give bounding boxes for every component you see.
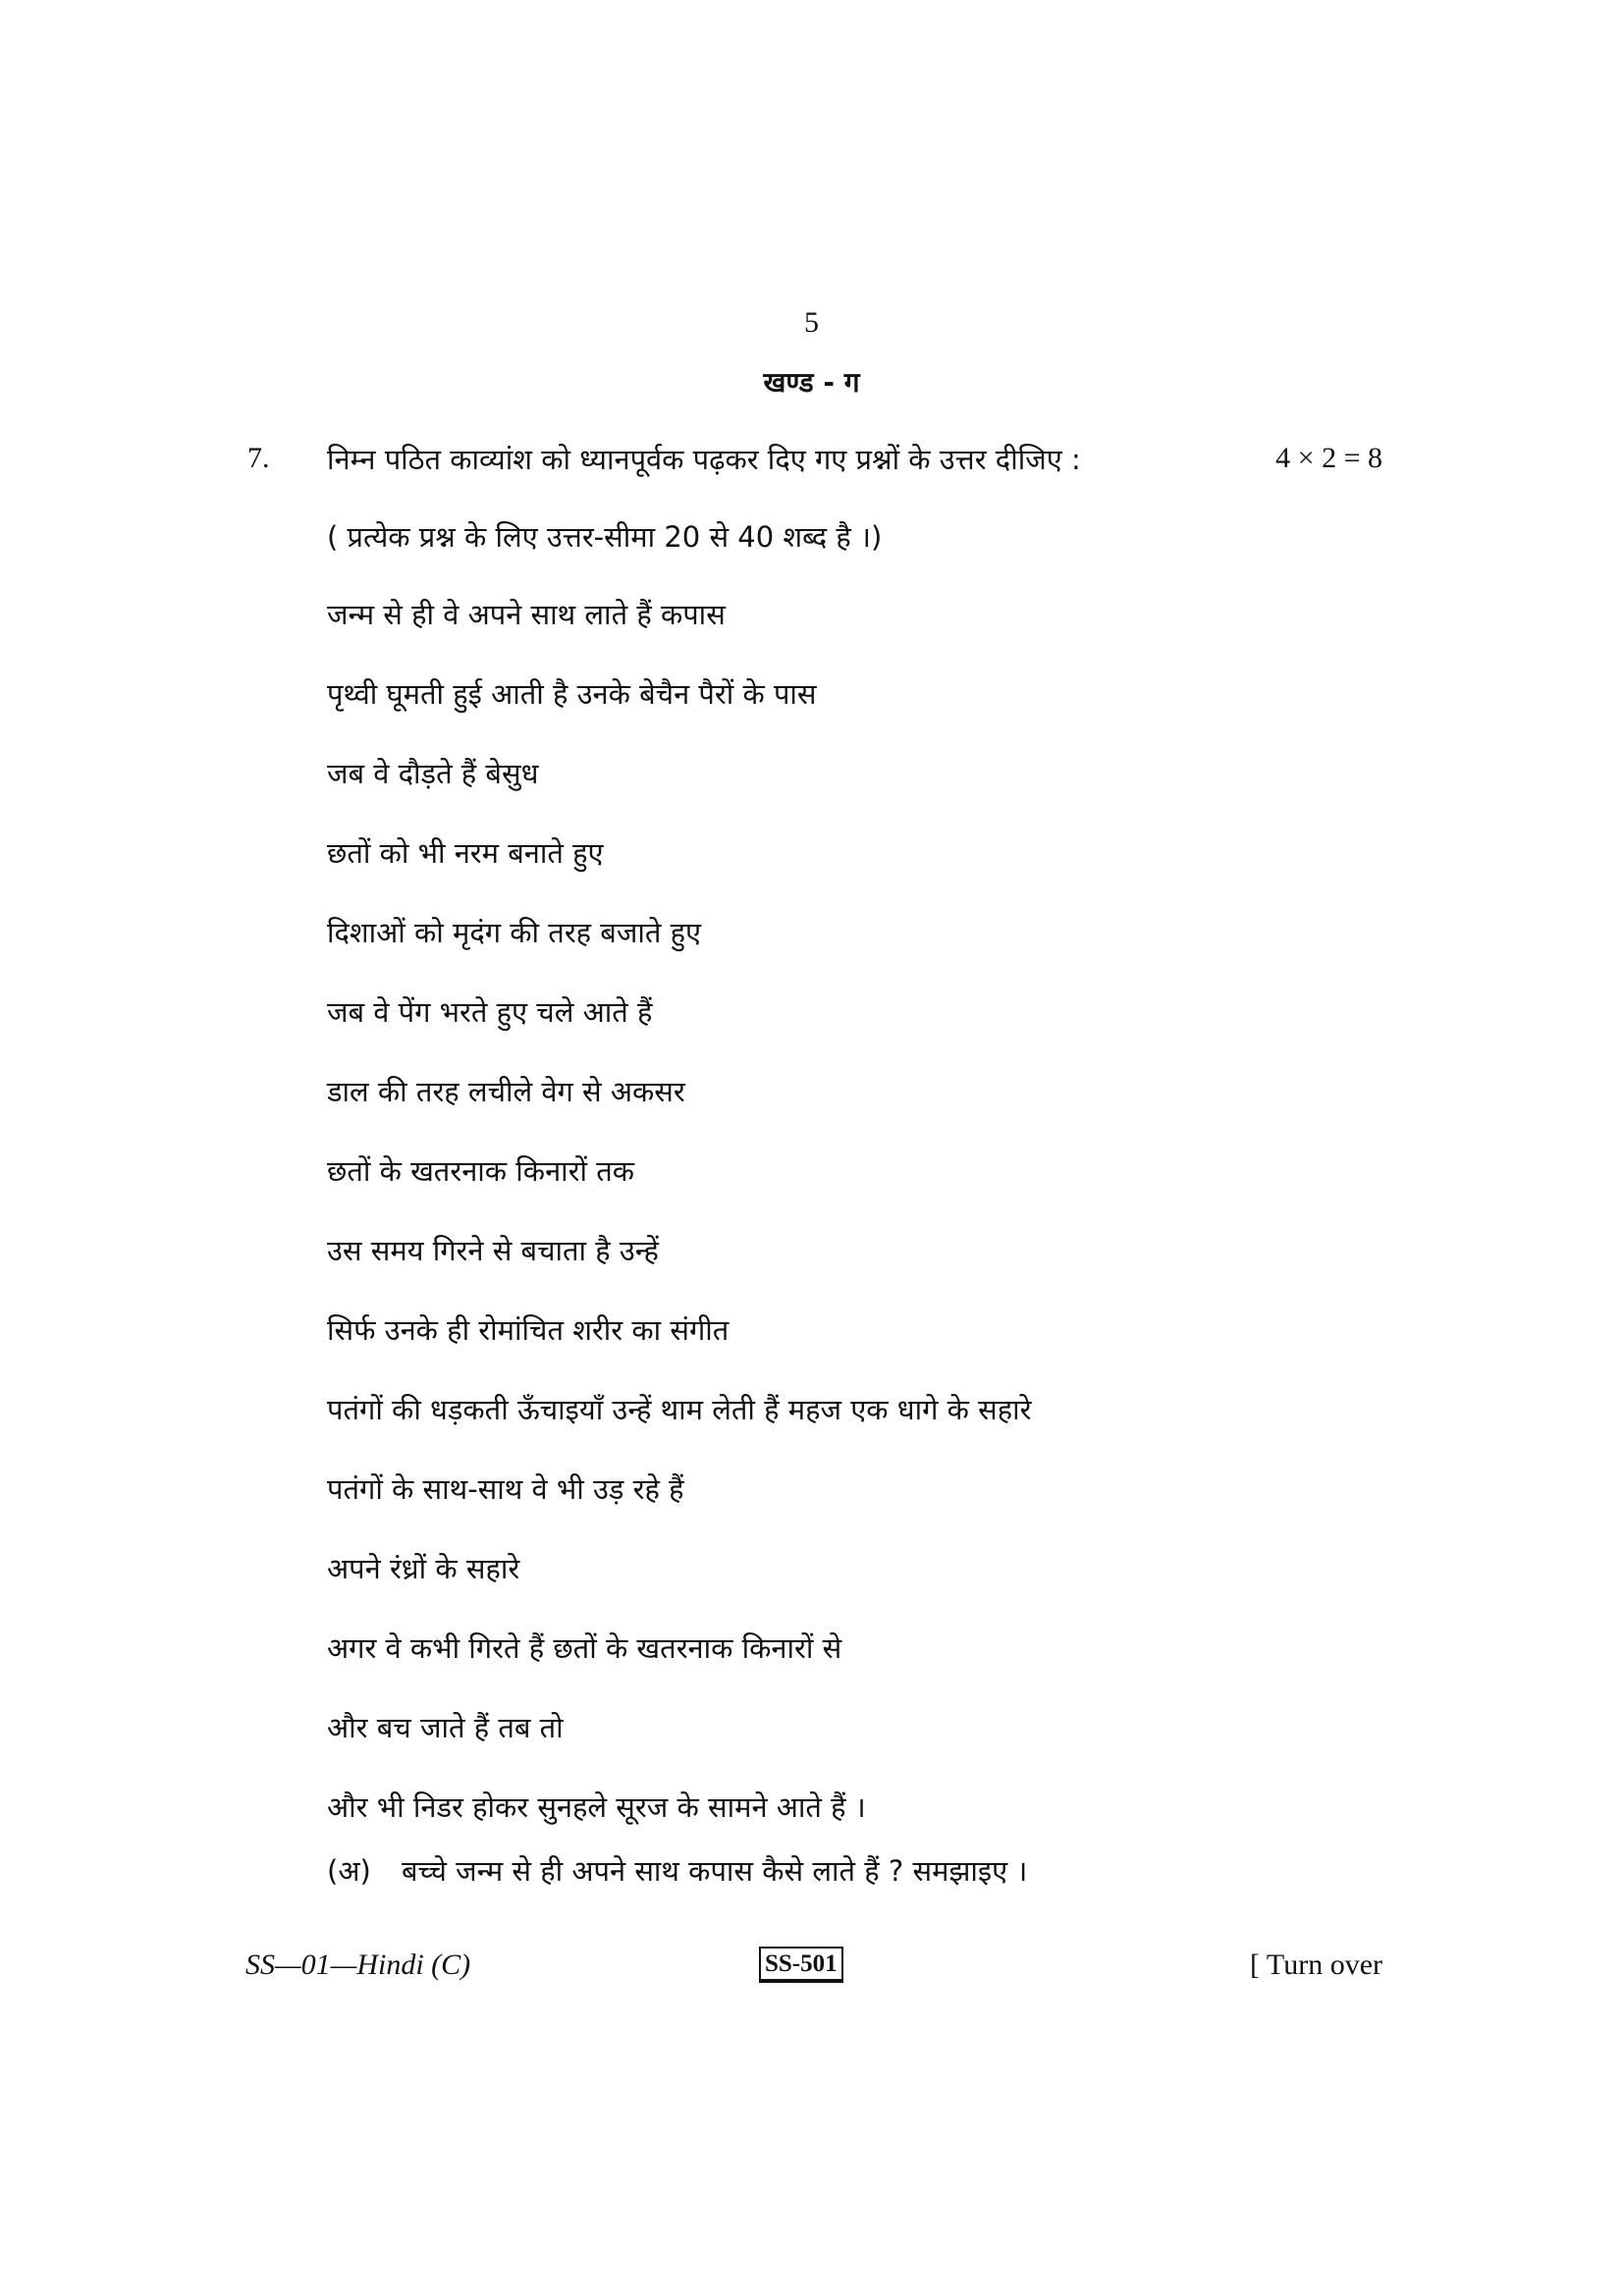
page-number: 5	[804, 306, 819, 339]
footer-paper-code: SS—01—Hindi (C)	[245, 1949, 471, 1981]
poem-line: छतों को भी नरम बनाते हुए	[327, 836, 604, 870]
answer-limit-instruction: ( प्रत्येक प्रश्न के लिए उत्तर-सीमा 20 से 40 शब्द है ।)	[327, 520, 883, 554]
sub-question-label: (अ)	[327, 1854, 371, 1888]
poem-line: जब वे दौड़ते हैं बेसुध	[327, 757, 539, 790]
poem-line: दिशाओं को मृदंग की तरह बजाते हुए	[327, 916, 702, 949]
poem-line: पतंगों के साथ-साथ वे भी उड़ रहे हैं	[327, 1472, 684, 1506]
question-text: निम्न पठित काव्यांश को ध्यानपूर्वक पढ़कर दिए गए प्रश्नों के उत्तर दीजिए :	[327, 443, 1081, 476]
poem-line: और बच जाते हैं तब तो	[327, 1711, 564, 1744]
poem-line: उस समय गिरने से बचाता है उन्हें	[327, 1234, 659, 1267]
poem-line: अपने रंध्रों के सहारे	[327, 1552, 520, 1585]
section-heading: खण्ड - ग	[763, 366, 860, 399]
poem-line: डाल की तरह लचीले वेग से अकसर	[327, 1075, 685, 1108]
poem-line: जन्म से ही वे अपने साथ लाते हैं कपास	[327, 598, 726, 631]
sub-question-a	[327, 1851, 1027, 1890]
footer-boxed-code: SS-501	[759, 1947, 843, 1983]
poem-line: जब वे पेंग भरते हुए चले आते हैं	[327, 995, 653, 1029]
poem-line: पृथ्वी घूमती हुई आती है उनके बेचैन पैरों के पास	[327, 677, 817, 711]
poem-passage	[327, 595, 1032, 1867]
poem-line: और भी निडर होकर सुनहले सूरज के सामने आते हैं ।	[327, 1790, 866, 1824]
question-number: 7.	[247, 442, 270, 474]
poem-line: सिर्फ उनके ही रोमांचित शरीर का संगीत	[327, 1313, 730, 1347]
question-marks: 4 × 2 = 8	[1275, 442, 1382, 474]
poem-line: अगर वे कभी गिरते हैं छतों के खतरनाक किनारों से	[327, 1631, 842, 1665]
poem-line: छतों के खतरनाक किनारों तक	[327, 1154, 635, 1188]
poem-line: पतंगों की धड़कती ऊँचाइयाँ उन्हें थाम लेती हैं महज एक धागे के सहारे	[327, 1393, 1032, 1426]
sub-question-text: बच्चे जन्म से ही अपने साथ कपास कैसे लाते हैं ? समझाइए ।	[402, 1854, 1028, 1888]
footer-turn-over: [ Turn over	[1249, 1949, 1382, 1981]
